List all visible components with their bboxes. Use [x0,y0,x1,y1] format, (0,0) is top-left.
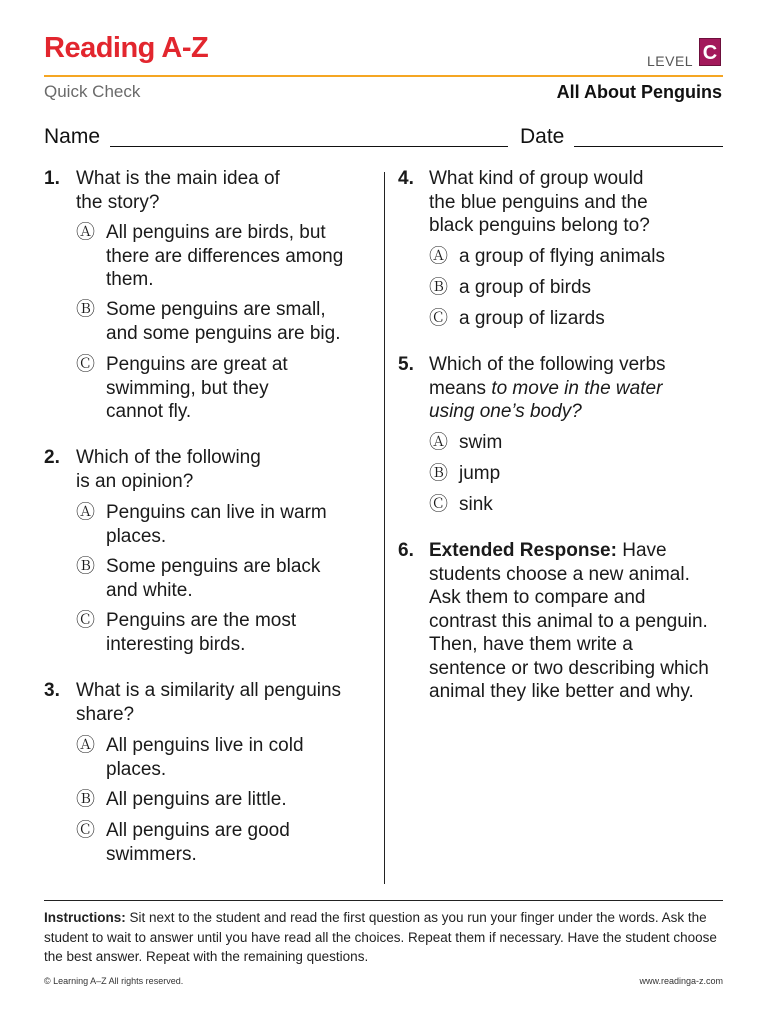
answer-choice-a[interactable] [76,734,376,782]
question-text: Then, have them write a [429,634,633,655]
choice-b-icon: Ⓑ [76,299,96,320]
answer-choice-b[interactable] [76,298,376,346]
choice-c-icon: Ⓒ [429,494,449,515]
instructions [44,908,724,967]
answer-choice-a[interactable] [76,501,376,549]
column-divider [384,172,385,884]
name-label: Name [44,125,101,148]
level-badge: C [699,38,721,66]
question-text: Which of the following [76,447,261,468]
question-text: is an opinion? [76,470,194,492]
choice-b-icon: Ⓑ [429,463,449,484]
choice-a-icon: Ⓐ [76,735,96,756]
question-number: 1. [44,168,60,189]
choice-text: places. [106,758,167,780]
choice-b-icon: Ⓑ [76,789,96,810]
choice-text: a group of lizards [459,308,605,329]
header-divider [44,75,723,77]
answer-choice-c[interactable] [76,819,376,867]
choice-text: them. [106,269,154,290]
choice-a-icon: Ⓐ [429,246,449,267]
question-text: the blue penguins and the [429,191,648,213]
question-text: Which of the following verbs [429,354,666,375]
choice-text: All penguins live in cold [106,735,304,756]
answer-choice-a[interactable] [429,431,724,455]
choice-text: All penguins are birds, but [106,222,326,243]
answer-choice-b[interactable] [76,788,376,812]
question-3 [44,679,374,869]
answer-choice-a[interactable] [76,221,376,293]
choice-text: jump [459,463,501,484]
instructions-label: Instructions: [44,910,126,925]
worksheet-subtitle: Quick Check [44,82,141,101]
choice-text: Penguins can live in warm [106,502,327,523]
choice-c-icon: Ⓒ [429,308,449,329]
answer-choice-b[interactable] [76,555,376,603]
answer-choice-c[interactable] [429,493,724,517]
question-text: black penguins belong to? [429,215,650,236]
worksheet-title: All About Penguins [556,82,722,102]
answer-choice-c[interactable] [429,307,724,331]
answer-choice-c[interactable] [76,353,376,425]
question-text: What kind of group would [429,168,644,189]
question-2 [44,446,374,661]
choice-text: cannot fly. [106,401,192,422]
choice-c-icon: Ⓒ [76,610,96,631]
reading-az-logo: Reading A-Z [44,32,209,64]
choice-text: swim [459,432,503,453]
choice-b-icon: Ⓑ [76,556,96,577]
copyright-notice: © Learning A–Z All rights reserved. [44,976,184,986]
choice-c-icon: Ⓒ [76,354,96,375]
question-number: 5. [398,354,414,375]
choice-text: a group of flying animals [459,246,665,267]
question-number: 4. [398,168,414,189]
choice-text: Penguins are the most [106,610,297,631]
choice-text: sink [459,494,493,515]
question-text-italic: using one’s body? [429,401,582,422]
question-text: What is the main idea of [76,168,280,189]
website-link[interactable]: www.readinga-z.com [639,976,723,986]
choice-a-icon: Ⓐ [76,222,96,243]
choice-a-icon: Ⓐ [429,432,449,453]
instructions-text: Sit next to the student and read the first question as you run your finger under the words. Ask the student to wait to answer until you have read all the choices. Repeat them if necessary. Have the student choose the best answer. Repeat with the remaining questions. [44,910,717,964]
question-4 [398,167,728,337]
question-text-plain: means [429,377,492,399]
question-text: Ask them to compare and [429,587,646,608]
question-text [429,377,662,401]
question-text: students choose a new animal. [429,563,690,585]
choice-text: All penguins are little. [106,789,287,810]
choice-c-icon: Ⓒ [76,820,96,841]
question-text: sentence or two describing which [429,657,709,679]
choice-text: All penguins are good [106,820,290,841]
choice-text: and white. [106,579,193,601]
choice-text: swimming, but they [106,377,269,399]
question-text-rest: Have [616,540,667,561]
choice-text: Some penguins are black [106,556,321,577]
question-text-italic: to move in the water [491,377,663,399]
answer-choice-a[interactable] [429,245,724,269]
choice-text: places. [106,525,167,547]
choice-text: Some penguins are small, [106,299,326,320]
question-text: share? [76,703,135,725]
question-6 [398,539,728,709]
choice-a-icon: Ⓐ [76,502,96,523]
question-number: 6. [398,540,414,561]
footer-divider [44,900,723,901]
answer-choice-b[interactable] [429,276,724,300]
answer-choice-b[interactable] [429,462,724,486]
choice-text: there are differences among [106,245,344,267]
name-field[interactable] [110,146,508,147]
choice-text: interesting birds. [106,633,246,655]
question-text: animal they like better and why. [429,681,694,702]
question-1 [44,167,374,422]
date-label: Date [520,125,565,148]
level-label: LEVEL [647,53,694,69]
choice-text: Penguins are great at [106,354,288,375]
question-text: contrast this animal to a penguin. [429,610,708,632]
choice-text: swimmers. [106,843,197,865]
question-number: 2. [44,447,60,468]
question-text [429,539,667,563]
choice-text: and some penguins are big. [106,322,341,344]
question-text: What is a similarity all penguins [76,680,342,701]
answer-choice-c[interactable] [76,609,376,657]
choice-text: a group of birds [459,277,592,298]
extended-response-label: Extended Response: [429,540,617,561]
question-number: 3. [44,680,60,701]
date-field[interactable] [574,146,723,147]
question-text: the story? [76,191,160,213]
question-5 [398,353,728,523]
choice-b-icon: Ⓑ [429,277,449,298]
